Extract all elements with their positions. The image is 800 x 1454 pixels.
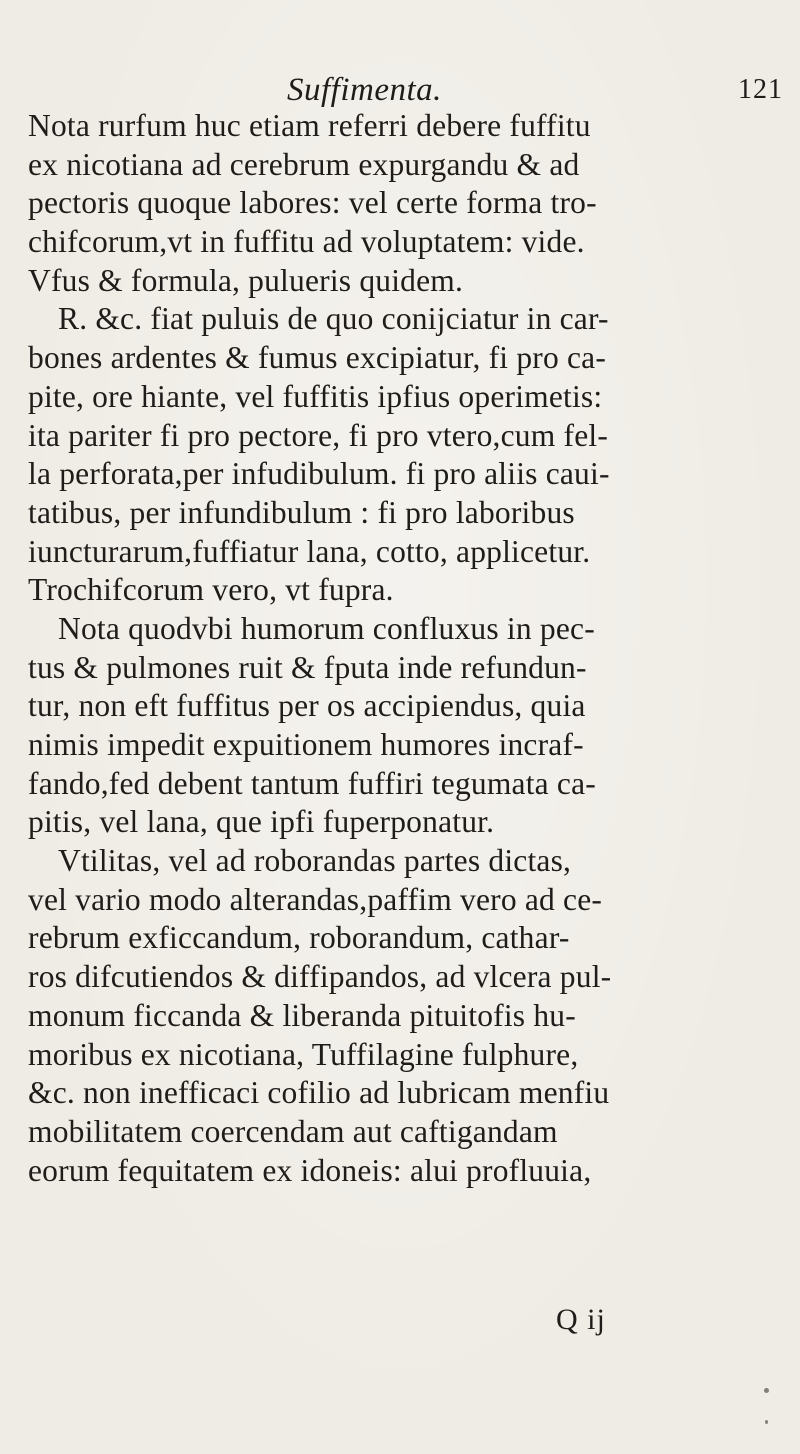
text-line: R. &c. fiat puluis de quo conijciatur in car- — [58, 301, 609, 337]
ink-speck — [765, 1420, 768, 1424]
text-line: Vtilitas, vel ad roborandas partes dictas, — [58, 843, 572, 879]
page-number: 121 — [738, 74, 783, 105]
text-line: Vfus & formula, pulueris quidem. — [28, 262, 464, 298]
text-line: ros difcutiendos & diffipandos, ad vlcera pul- — [28, 959, 612, 995]
text-line: ita pariter fi pro pectore, fi pro vtero,cum fel- — [28, 417, 609, 453]
text-line: pitis, vel lana, que ipfi fuperponatur. — [28, 804, 495, 840]
text-line: bones ardentes & fumus excipiatur, fi pro ca- — [28, 340, 607, 376]
text-line: ex nicotiana ad cerebrum expurgandu & ad — [28, 146, 580, 182]
text-line: Nota quodvbi humorum confluxus in pec- — [58, 610, 595, 646]
text-line: mobilitatem coercendam aut caftigandam — [28, 1113, 558, 1149]
text-line: chifcorum,vt in fuffitu ad voluptatem: vide. — [28, 224, 585, 260]
signature-mark: Q ij — [556, 1303, 606, 1336]
text-line: tus & pulmones ruit & fputa inde refundun- — [28, 649, 587, 685]
text-line: moribus ex nicotiana, Tuffilagine fulphure, — [28, 1036, 579, 1072]
text-line: vel vario modo alterandas,paffim vero ad ce- — [28, 881, 603, 917]
text-line: rebrum exficcandum, roborandum, cathar- — [28, 920, 570, 956]
text-line: eorum fequitatem ex idoneis: alui profluuia, — [28, 1152, 592, 1188]
running-head — [0, 72, 800, 112]
body-text — [28, 107, 788, 1190]
text-line: Trochifcorum vero, vt fupra. — [28, 572, 394, 608]
text-line: monum ficcanda & liberanda pituitofis hu- — [28, 997, 576, 1033]
text-line: Nota rurfum huc etiam referri debere fuffitu — [28, 108, 591, 143]
text-line: &c. non inefficaci cofilio ad lubricam menfiu — [28, 1075, 610, 1111]
text-line: tatibus, per infundibulum : fi pro laboribus — [28, 494, 575, 530]
text-line: fando,fed debent tantum fuffiri tegumata ca- — [28, 765, 596, 801]
text-line: pectoris quoque labores: vel certe forma tro- — [28, 185, 597, 221]
text-line: nimis impedit expuitionem humores incraf- — [28, 727, 584, 762]
text-line: iuncturarum,fuffiatur lana, cotto, applicetur. — [28, 533, 591, 569]
running-head-title: Suffimenta. — [287, 72, 442, 108]
text-line: pite, ore hiante, vel fuffitis ipfius operimetis: — [28, 378, 603, 414]
text-line: la perforata,per infudibulum. fi pro aliis caui- — [28, 456, 610, 492]
text-line: tur, non eft fuffitus per os accipiendus, quia — [28, 688, 586, 724]
ink-speck — [764, 1388, 769, 1393]
